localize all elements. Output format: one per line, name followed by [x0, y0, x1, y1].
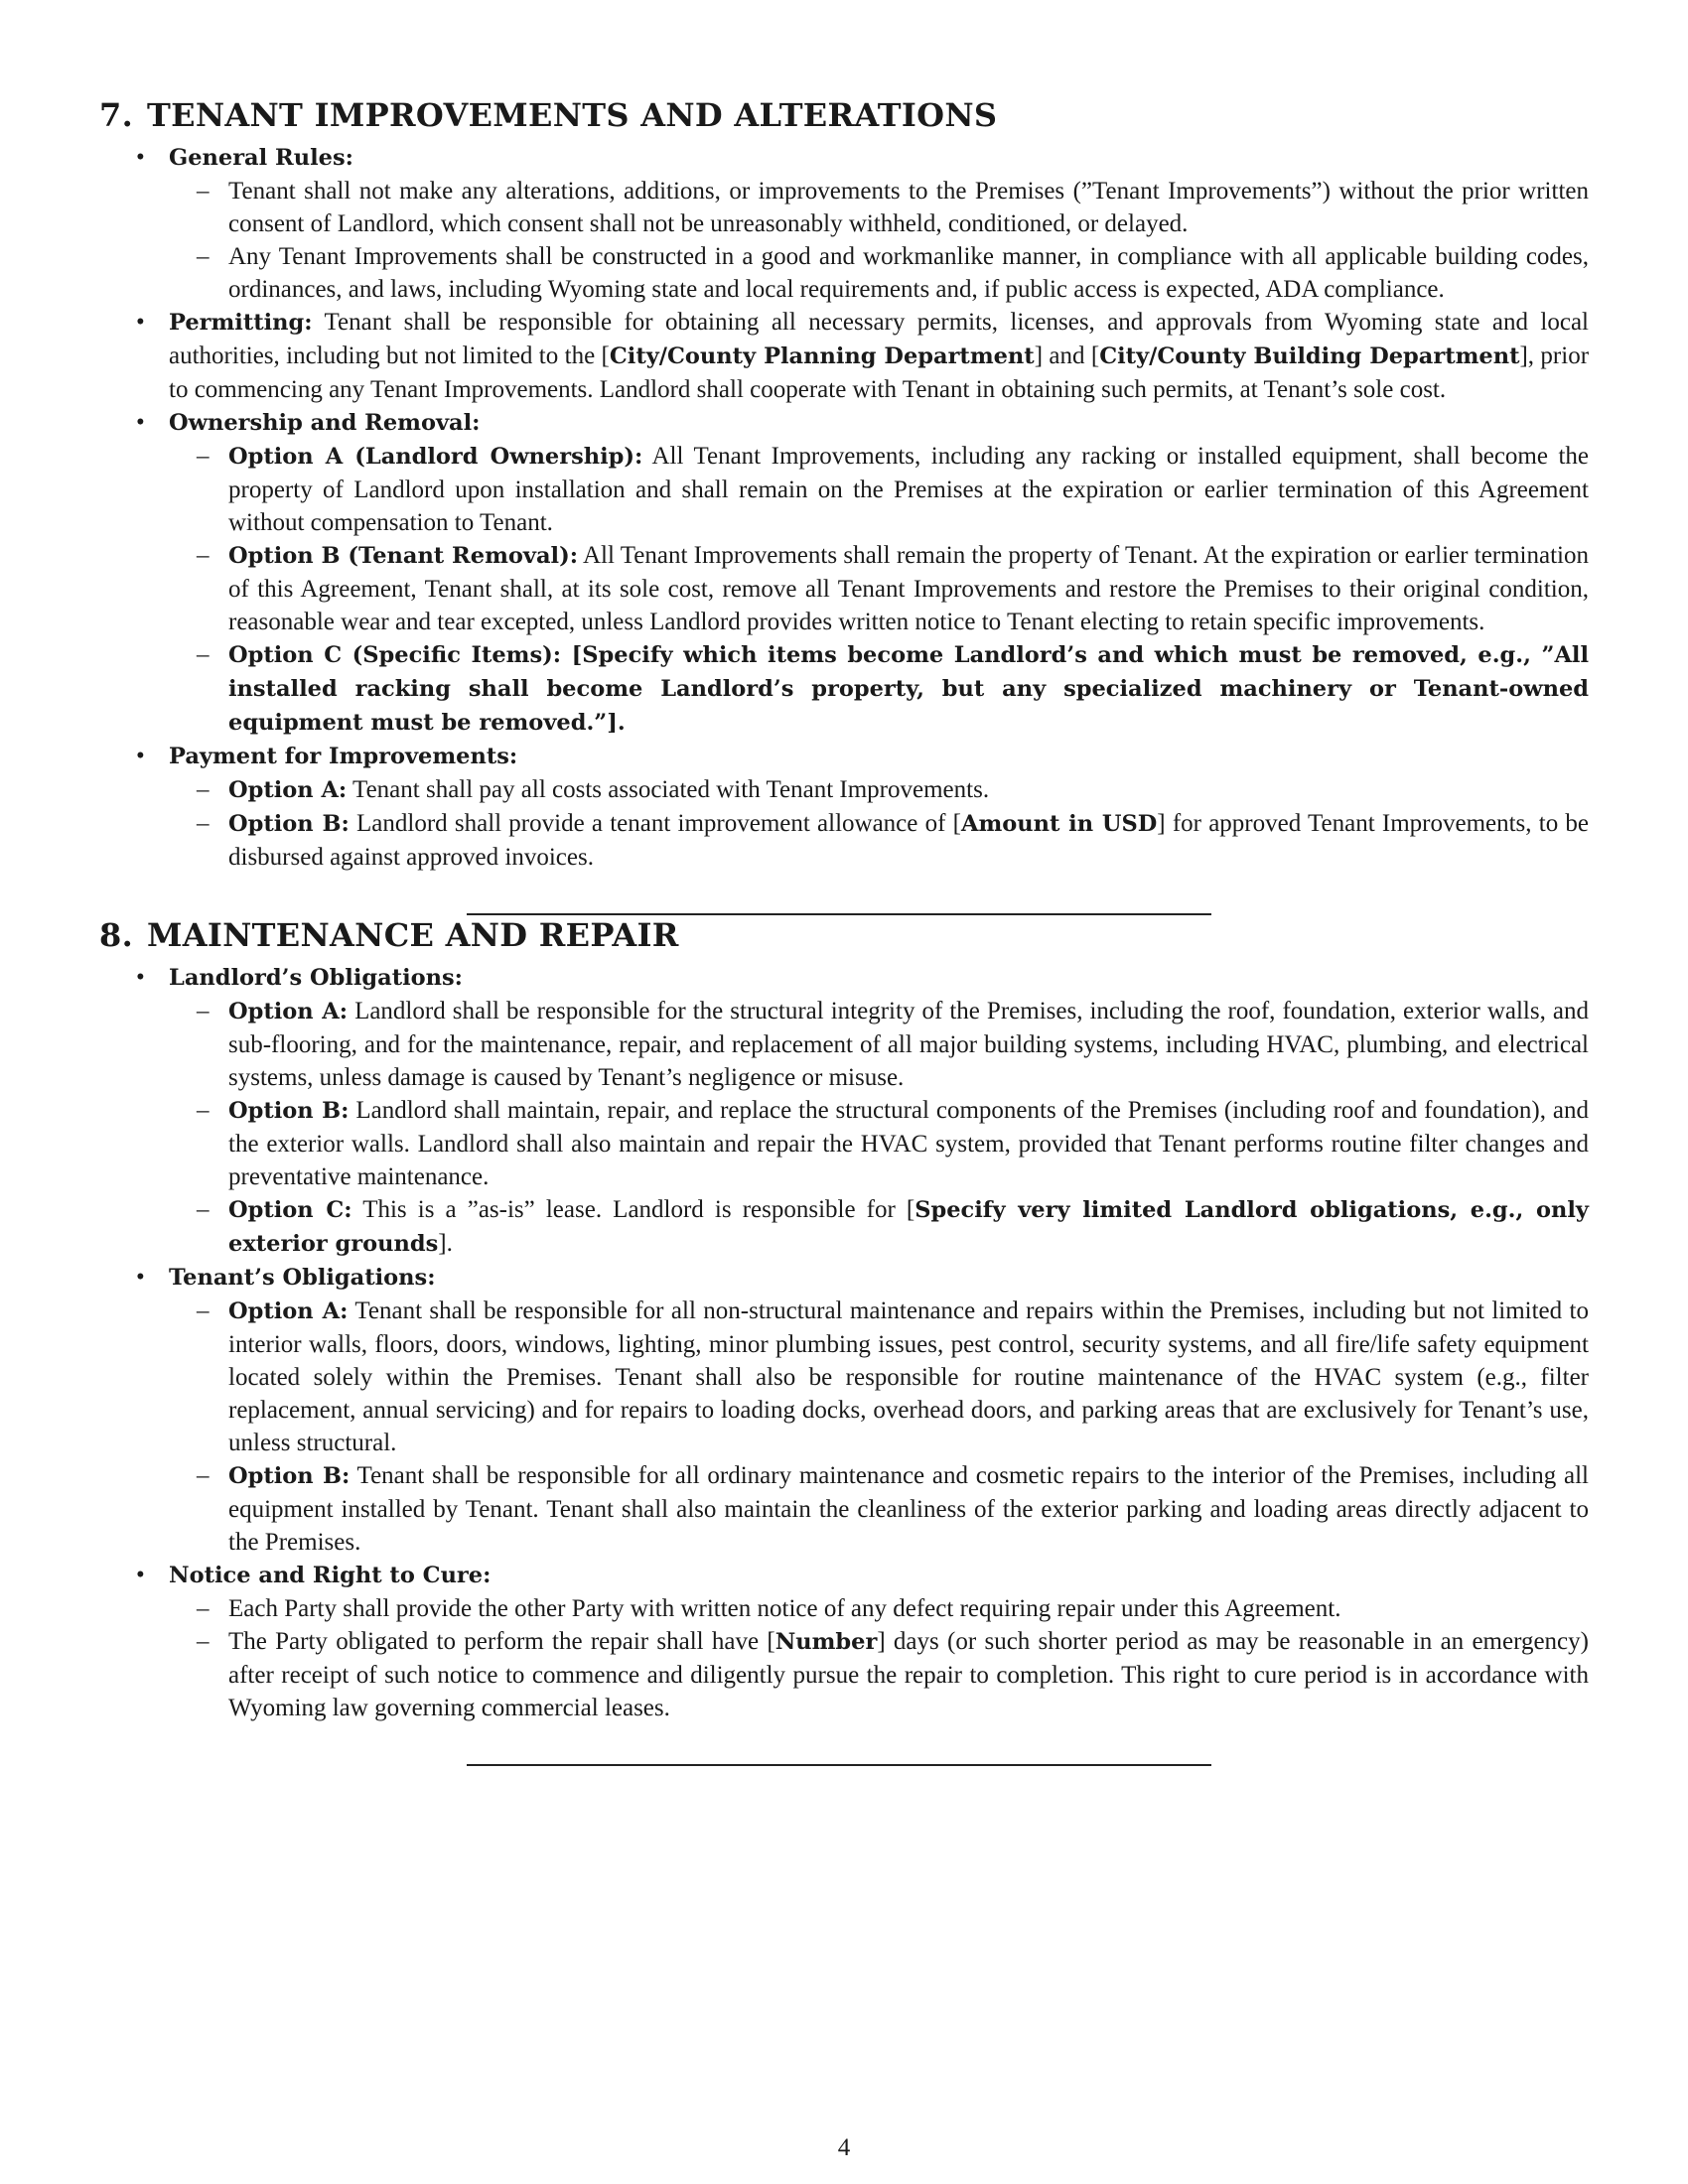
landlord-obligations-label: Landlord’s Obligations: — [169, 965, 463, 991]
number-placeholder: Number — [774, 1629, 878, 1655]
general-rules-label: General Rules: — [169, 145, 353, 171]
ownership-option-a-label: Option A (Landlord Ownership): — [228, 444, 643, 470]
planning-department-placeholder: City/County Planning Department — [609, 343, 1035, 369]
landlord-option-c-text-1: This is a ”as-is” lease. Landlord is responsible for [ — [352, 1196, 915, 1223]
tenant-obligations-sublist — [169, 1295, 1589, 1559]
general-rule-1: – Tenant shall not make any alterations, additions, or improvements to the Premises (”Tenant Improvements”) without the prior written consent of Landlord, which consent shall not be unreasonably withheld, conditioned, or delayed. — [169, 175, 1589, 240]
general-rules-sublist — [169, 175, 1589, 306]
tenant-obligations-label: Tenant’s Obligations: — [169, 1265, 436, 1291]
tenant-option-b-text: Tenant shall be responsible for all ordinary maintenance and cosmetic repairs to the interior of the Premises, including all equipment installed by Tenant. Tenant shall also maintain the cleanliness of the exterior parking and loading areas directly adjacent to the Premises. — [228, 1462, 1589, 1556]
permitting-text-1: Tenant shall be responsible for obtaining all necessary permits, licenses, and approvals from Wyoming state and local authorities, including but not limited to the [ — [169, 309, 1589, 369]
notice-cure-sublist — [169, 1592, 1589, 1724]
building-department-placeholder: City/County Building Department — [1099, 343, 1520, 369]
ownership-option-b — [169, 539, 1589, 638]
tenant-option-a-label: Option A: — [228, 1298, 349, 1324]
tenant-option-b — [169, 1459, 1589, 1559]
general-rules-item — [99, 141, 1589, 306]
ownership-option-a — [169, 440, 1589, 539]
payment-option-b-text-1: Landlord shall provide a tenant improvement allowance of [ — [349, 810, 961, 837]
payment-option-a-label: Option A: — [228, 777, 348, 803]
permitting-text-3: ], prior to commencing any Tenant Improvements. Landlord shall cooperate with Tenant in obtaining such permits, at Tenant’s sole cost. — [169, 342, 1590, 403]
landlord-option-b — [169, 1094, 1589, 1193]
notice-item-2 — [169, 1625, 1589, 1724]
landlord-option-c — [169, 1193, 1589, 1261]
landlord-obligations-item — [99, 961, 1589, 1261]
permitting-item — [99, 306, 1589, 406]
section-divider-2 — [467, 1764, 1211, 1766]
notice-item-2-text-1: The Party obligated to perform the repair shall have [ — [228, 1628, 775, 1655]
payment-option-a-text: Tenant shall pay all costs associated with Tenant Improvements. — [347, 776, 990, 803]
payment-option-a — [169, 773, 1589, 807]
page-number: 4 — [837, 2134, 851, 2161]
section-8-number: 8. — [99, 916, 134, 954]
landlord-option-a — [169, 995, 1589, 1094]
ownership-option-c — [169, 638, 1589, 740]
section-7-heading — [99, 95, 1589, 135]
section-8-title: MAINTENANCE AND REPAIR — [147, 916, 679, 954]
landlord-obligations-placeholder: Specify very limited Landlord obligations, e.g., only exterior grounds — [228, 1197, 1590, 1257]
permitting-label: Permitting: — [169, 310, 313, 336]
landlord-obligations-sublist — [169, 995, 1589, 1261]
section-8-list — [99, 961, 1589, 1724]
notice-item-2-text-2: ] days (or such shorter period as may be reasonable in an emergency) after receipt of such notice to commence and diligently pursue the repair to completion. This right to cure period is in accordance with Wyoming law governing commercial leases. — [228, 1628, 1589, 1721]
ownership-option-c-label: Option C (Specific Items): — [228, 642, 562, 668]
section-7-title: TENANT IMPROVEMENTS AND ALTERATIONS — [147, 96, 998, 134]
landlord-option-c-label: Option C: — [228, 1197, 352, 1223]
landlord-option-b-label: Option B: — [228, 1098, 350, 1124]
ownership-option-c-text: [Specify which items become Landlord’s and which must be removed, e.g., ”All installed racking shall become Landlord’s property, but any specialized machinery or Tenant-owned equipment must be removed.”]. — [228, 642, 1589, 736]
section-7-number: 7. — [99, 96, 134, 134]
payment-item — [99, 740, 1589, 874]
payment-sublist — [169, 773, 1589, 874]
landlord-option-c-text-2: ]. — [438, 1230, 453, 1257]
tenant-option-a-text: Tenant shall be responsible for all non-structural maintenance and repairs within the Premises, including but not limited to interior walls, floors, doors, windows, lighting, minor plumbing issues, pest control, security systems, and all fire/life safety equipment located solely within the Premises. Tenant shall also be responsible for routine maintenance of the HVAC system (e.g., filter replacement, annual servicing) and for repairs to loading docks, overhead doors, and parking areas that are exclusively for Tenant’s use, unless structural. — [228, 1297, 1589, 1456]
tenant-obligations-item — [99, 1261, 1589, 1559]
payment-option-b-label: Option B: — [228, 811, 350, 837]
ownership-option-b-text: All Tenant Improvements shall remain the property of Tenant. At the expiration or earlier termination of this Agreement, Tenant shall, at its sole cost, remove all Tenant Improvements and restore the Premises to their original condition, reasonable wear and tear excepted, unless Landlord provides written notice to Tenant electing to retain specific improvements. — [228, 542, 1589, 635]
payment-option-b — [169, 807, 1589, 874]
ownership-removal-label: Ownership and Removal: — [169, 410, 481, 436]
ownership-option-a-text: All Tenant Improvements, including any racking or installed equipment, shall become the property of Landlord upon installation and shall remain on the Premises at the expiration or earlier termination of this Agreement without compensation to Tenant. — [228, 443, 1589, 536]
notice-item-1: – Each Party shall provide the other Party with written notice of any defect requiring repair under this Agreement. — [169, 1592, 1589, 1625]
landlord-option-a-label: Option A: — [228, 999, 349, 1024]
ownership-removal-sublist — [169, 440, 1589, 740]
landlord-option-a-text: Landlord shall be responsible for the structural integrity of the Premises, including the roof, foundation, exterior walls, and sub-flooring, and for the maintenance, repair, and replacement of all major building systems, including HVAC, plumbing, and electrical systems, unless damage is caused by Tenant’s negligence or misuse. — [228, 998, 1589, 1091]
section-7-list — [99, 141, 1589, 874]
amount-placeholder: Amount in USD — [960, 811, 1158, 837]
permitting-text-2: ] and [ — [1034, 342, 1100, 369]
page-content — [99, 95, 1589, 1766]
ownership-removal-item — [99, 406, 1589, 740]
tenant-option-a — [169, 1295, 1589, 1459]
notice-cure-item — [99, 1559, 1589, 1724]
payment-label: Payment for Improvements: — [169, 744, 518, 769]
tenant-option-b-label: Option B: — [228, 1463, 351, 1489]
general-rule-2: – Any Tenant Improvements shall be constructed in a good and workmanlike manner, in compliance with all applicable building codes, ordinances, and laws, including Wyoming state and local requirements and, if public access is expected, ADA compliance. — [169, 240, 1589, 306]
notice-cure-label: Notice and Right to Cure: — [169, 1563, 492, 1588]
landlord-option-b-text: Landlord shall maintain, repair, and replace the structural components of the Premises (including roof and foundation), and the exterior walls. Landlord shall also maintain and repair the HVAC system, provided that Tenant performs routine filter changes and preventative maintenance. — [228, 1097, 1590, 1190]
payment-option-b-text-2: ] for approved Tenant Improvements, to be disbursed against approved invoices. — [228, 810, 1590, 871]
ownership-option-b-label: Option B (Tenant Removal): — [228, 543, 579, 569]
section-8-heading — [99, 915, 1589, 955]
